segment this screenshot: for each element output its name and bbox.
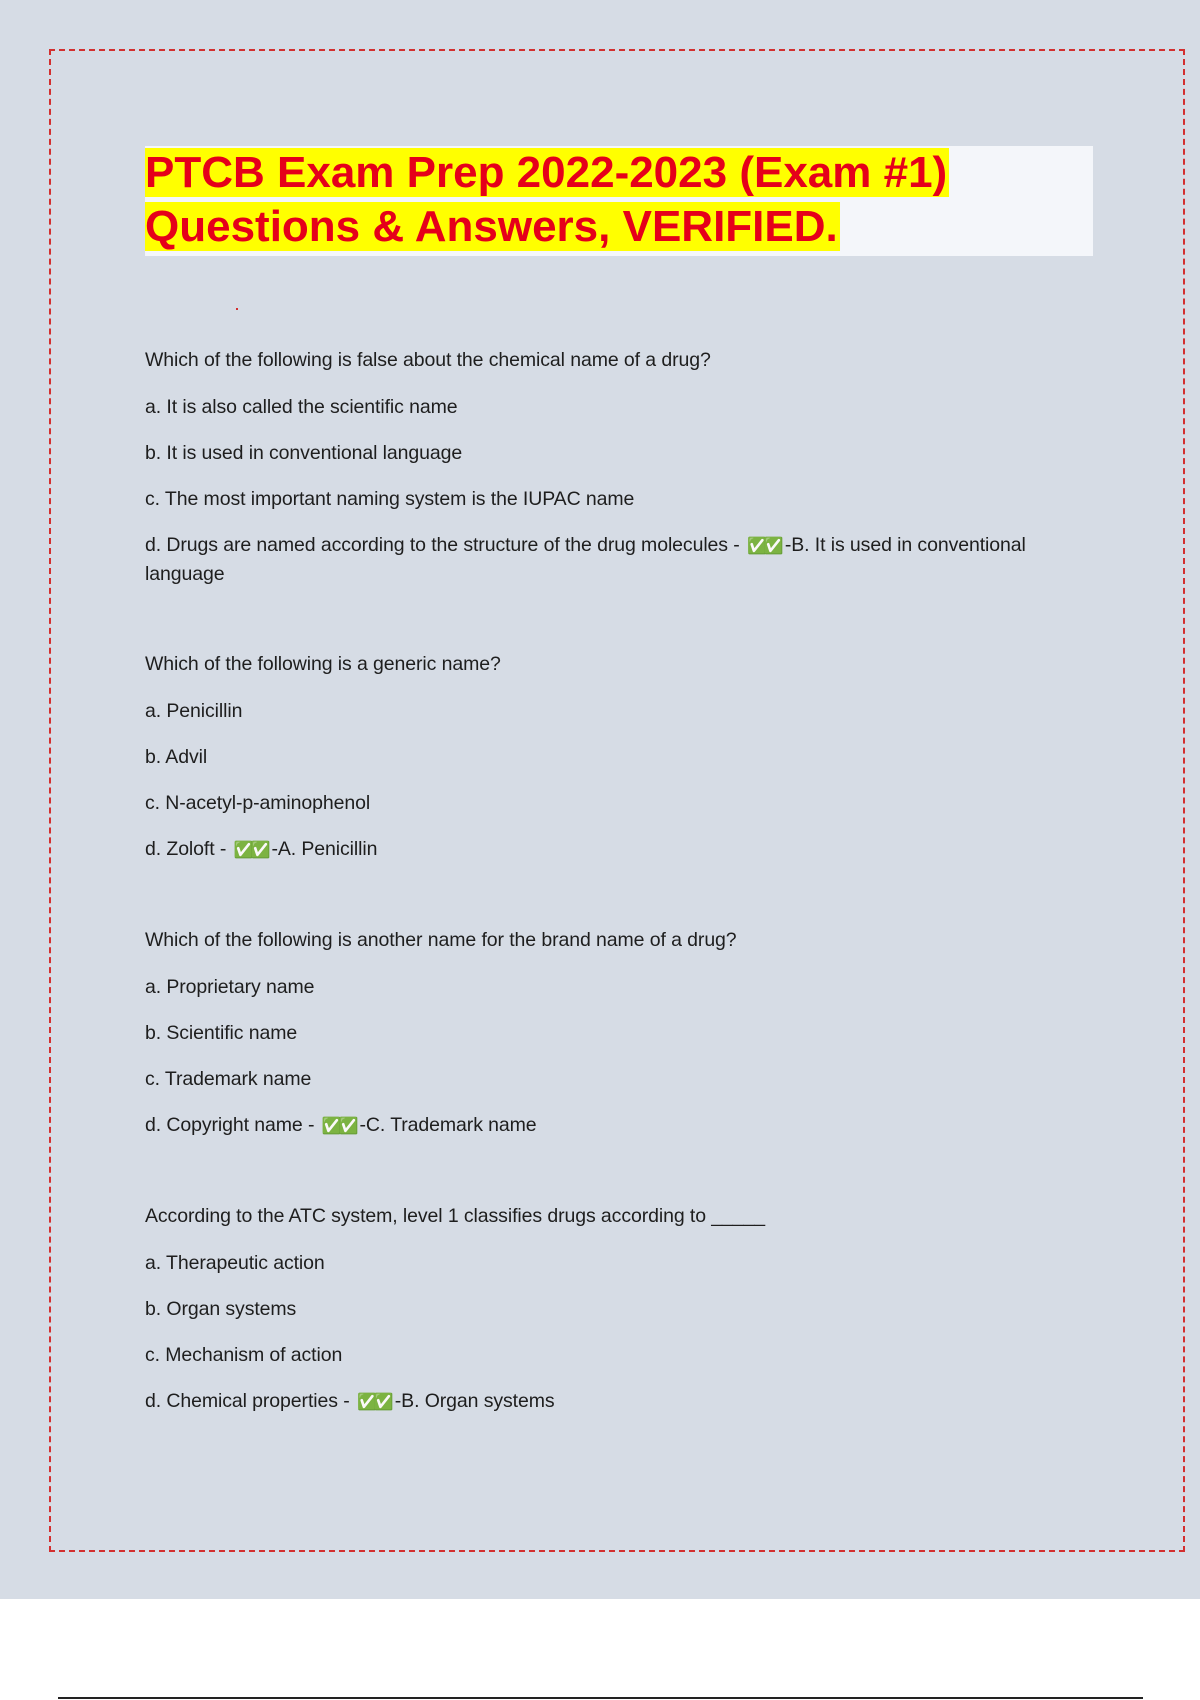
title-line-2: Questions & Answers, VERIFIED. bbox=[145, 202, 838, 251]
question-text: According to the ATC system, level 1 classifies drugs according to _____ bbox=[145, 1205, 765, 1227]
question-list bbox=[145, 346, 1085, 1478]
question-block-2 bbox=[145, 650, 1085, 864]
question-text: Which of the following is false about the chemical name of a drug? bbox=[145, 349, 711, 371]
option-d-with-answer bbox=[145, 1387, 1085, 1416]
question-block-3 bbox=[145, 926, 1085, 1140]
option-a: a. Therapeutic action bbox=[145, 1252, 325, 1274]
option-c: c. Trademark name bbox=[145, 1068, 312, 1090]
option-b: b. Organ systems bbox=[145, 1298, 297, 1320]
option-b: b. Advil bbox=[145, 746, 208, 768]
document-title bbox=[145, 146, 1093, 254]
option-c: c. N-acetyl-p-aminophenol bbox=[145, 792, 371, 814]
option-d-with-answer bbox=[145, 835, 1085, 864]
double-check-icon: ✅✅ bbox=[321, 1116, 356, 1135]
option-a: a. It is also called the scientific name bbox=[145, 396, 458, 418]
option-d: d. Zoloft - bbox=[145, 838, 227, 860]
option-c: c. Mechanism of action bbox=[145, 1344, 343, 1366]
option-b: b. It is used in conventional language bbox=[145, 442, 463, 464]
page-bottom-rule bbox=[58, 1697, 1143, 1699]
double-check-icon: ✅✅ bbox=[356, 1392, 391, 1411]
double-check-icon: ✅✅ bbox=[747, 536, 781, 555]
answer-text: -B. It is used in conventional language bbox=[145, 534, 1026, 585]
title-box bbox=[145, 146, 1093, 256]
question-block-1 bbox=[145, 346, 1085, 588]
question-text: Which of the following is a generic name? bbox=[145, 653, 501, 675]
option-a: a. Proprietary name bbox=[145, 976, 315, 998]
answer-text: -C. Trademark name bbox=[359, 1114, 537, 1136]
title-line-1: PTCB Exam Prep 2022-2023 (Exam #1) bbox=[145, 148, 948, 197]
question-text: Which of the following is another name for the brand name of a drug? bbox=[145, 929, 737, 951]
option-b: b. Scientific name bbox=[145, 1022, 298, 1044]
option-d-with-answer bbox=[145, 1111, 1085, 1140]
option-d: d. Copyright name - bbox=[145, 1114, 315, 1136]
option-c: c. The most important naming system is the IUPAC name bbox=[145, 488, 635, 510]
option-d: d. Chemical properties - bbox=[145, 1390, 350, 1412]
option-a: a. Penicillin bbox=[145, 700, 243, 722]
answer-text: -A. Penicillin bbox=[271, 838, 378, 860]
question-block-4 bbox=[145, 1202, 1085, 1416]
option-d: d. Drugs are named according to the structure of the drug molecules - bbox=[145, 534, 740, 556]
stray-dot bbox=[236, 308, 238, 310]
option-d-with-answer bbox=[145, 531, 1085, 588]
answer-text: -B. Organ systems bbox=[394, 1390, 555, 1412]
double-check-icon: ✅✅ bbox=[233, 840, 268, 859]
